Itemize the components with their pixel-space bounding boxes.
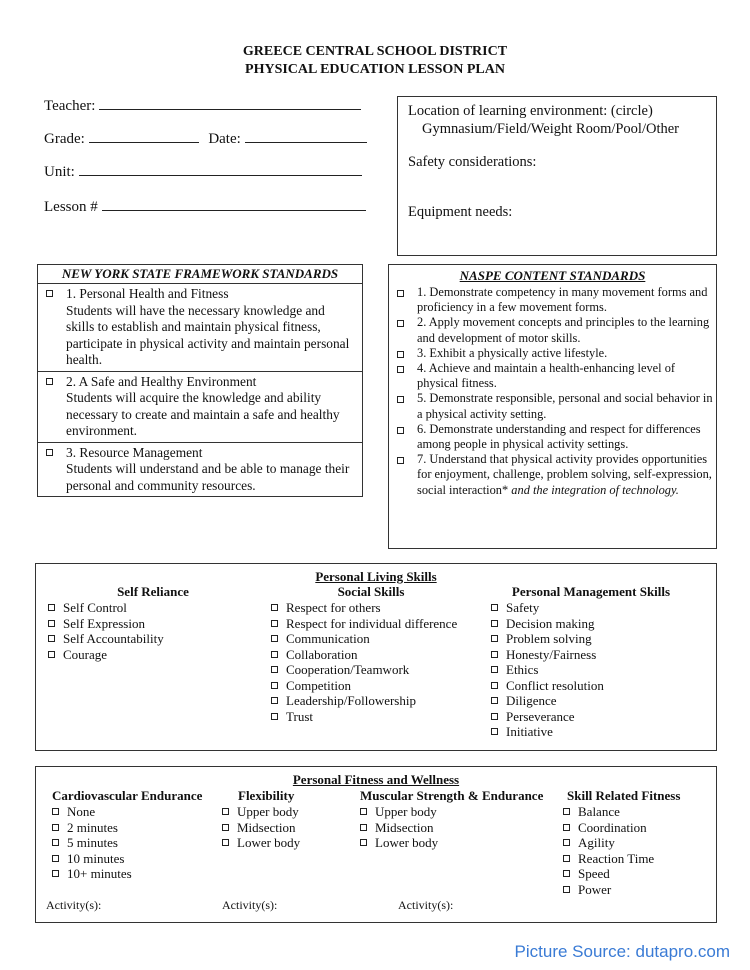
- muscular-column: [360, 788, 560, 851]
- checkbox[interactable]: [52, 839, 59, 846]
- checkbox[interactable]: [397, 351, 404, 358]
- list-item: Decision making: [491, 616, 711, 632]
- location-options[interactable]: Gymnasium/Field/Weight Room/Pool/Other: [422, 121, 680, 137]
- self-reliance-heading: Self Reliance: [117, 584, 189, 599]
- checkbox[interactable]: [563, 855, 570, 862]
- teacher-label: Teacher:: [44, 98, 96, 114]
- naspe-item-text: 6. Demonstrate understanding and respect for differences among people in physical activity settings.: [417, 421, 701, 452]
- activity-label-1: Activity(s):: [46, 898, 102, 912]
- list-item: Safety: [491, 600, 711, 616]
- checkbox[interactable]: [271, 666, 278, 673]
- checkbox[interactable]: [491, 635, 498, 642]
- checkbox[interactable]: [491, 620, 498, 627]
- naspe-item-3: [389, 346, 716, 361]
- checkbox[interactable]: [52, 824, 59, 831]
- equipment-label: Equipment needs:: [408, 204, 513, 220]
- checkbox[interactable]: [491, 651, 498, 658]
- grade-field[interactable]: [44, 128, 367, 148]
- list-item: Competition: [271, 678, 491, 694]
- ny-standard-3: [38, 442, 362, 497]
- checkbox[interactable]: [46, 449, 53, 456]
- teacher-field[interactable]: [44, 95, 361, 115]
- checkbox[interactable]: [397, 427, 404, 434]
- lesson-label: Lesson #: [44, 199, 98, 215]
- checkbox[interactable]: [222, 808, 229, 815]
- ny-standard-heading: 2. A Safe and Healthy Environment: [66, 373, 257, 389]
- checkbox[interactable]: [563, 808, 570, 815]
- checkbox[interactable]: [397, 290, 404, 297]
- checkbox[interactable]: [360, 839, 367, 846]
- ny-standard-2: [38, 371, 362, 442]
- naspe-item-4: [389, 361, 716, 391]
- list-item: Upper body: [360, 804, 560, 820]
- list-item: Upper body: [222, 804, 352, 820]
- date-label: Date:: [208, 131, 241, 147]
- checkbox[interactable]: [491, 697, 498, 704]
- checkbox[interactable]: [397, 366, 404, 373]
- list-item: Midsection: [360, 820, 560, 836]
- grade-line[interactable]: [89, 128, 199, 143]
- naspe-item-text: 5. Demonstrate responsible, personal and social behavior in a physical activity setting.: [417, 391, 713, 421]
- list-item: Speed: [563, 866, 713, 882]
- muscular-heading: Muscular Strength & Endurance: [360, 788, 544, 803]
- list-item: Balance: [563, 804, 713, 820]
- checkbox[interactable]: [222, 824, 229, 831]
- location-box: [397, 96, 717, 256]
- list-item: Initiative: [491, 724, 711, 740]
- list-item: Cooperation/Teamwork: [271, 662, 491, 678]
- list-item: Self Control: [48, 600, 258, 616]
- list-item: Honesty/Fairness: [491, 647, 711, 663]
- checkbox[interactable]: [271, 635, 278, 642]
- naspe-item-6: [389, 422, 716, 452]
- list-item: 10+ minutes: [52, 866, 232, 882]
- skill-heading: Skill Related Fitness: [567, 788, 681, 803]
- checkbox[interactable]: [271, 713, 278, 720]
- checkbox[interactable]: [271, 620, 278, 627]
- checkbox[interactable]: [397, 396, 404, 403]
- list-item: None: [52, 804, 232, 820]
- checkbox[interactable]: [271, 651, 278, 658]
- ny-standard-text: Students will understand and be able to manage their personal and community resources.: [66, 461, 350, 493]
- list-item: 2 minutes: [52, 820, 232, 836]
- unit-line[interactable]: [79, 161, 362, 176]
- list-item: Self Expression: [48, 616, 258, 632]
- cardio-column: [52, 788, 232, 882]
- list-item: Courage: [48, 647, 258, 663]
- naspe-box: [388, 264, 717, 549]
- naspe-item-italic: and the integration of technology.: [511, 482, 679, 497]
- list-item: Respect for individual difference: [271, 616, 491, 632]
- social-skills-column: [271, 584, 491, 724]
- unit-field[interactable]: [44, 161, 362, 181]
- naspe-item-1: [389, 285, 716, 315]
- naspe-item-text: 7. Understand that physical activity provides opportunities for enjoyment, challenge, problem solving, self-expression, social interaction*: [417, 452, 712, 497]
- list-item: 5 minutes: [52, 835, 232, 851]
- ny-standard-heading: 1. Personal Health and Fitness: [66, 286, 229, 301]
- flexibility-heading: Flexibility: [238, 788, 295, 803]
- list-item: Diligence: [491, 693, 711, 709]
- checkbox[interactable]: [563, 886, 570, 893]
- checkbox[interactable]: [271, 604, 278, 611]
- fitness-title: Personal Fitness and Wellness: [292, 772, 460, 787]
- cardio-heading: Cardiovascular Endurance: [52, 788, 203, 803]
- list-item: Coordination: [563, 820, 713, 836]
- checkbox[interactable]: [52, 870, 59, 877]
- list-item: Leadership/Followership: [271, 693, 491, 709]
- checkbox[interactable]: [360, 824, 367, 831]
- list-item: Perseverance: [491, 709, 711, 725]
- checkbox[interactable]: [46, 290, 53, 297]
- ny-standard-text: Students will have the necessary knowledge and skills to establish and maintain physical fitness, participate in physical activity and maintain personal health.: [66, 302, 350, 367]
- naspe-item-text: 4. Achieve and maintain a health-enhancing level of physical fitness.: [417, 361, 676, 391]
- social-skills-heading: Social Skills: [337, 584, 405, 599]
- list-item: Communication: [271, 631, 491, 647]
- naspe-title: NASPE CONTENT STANDARDS: [459, 268, 646, 283]
- ny-standards-title: NEW YORK STATE FRAMEWORK STANDARDS: [61, 266, 339, 281]
- fitness-box: [35, 766, 717, 923]
- skill-column: [563, 788, 713, 897]
- flexibility-column: [222, 788, 352, 851]
- checkbox[interactable]: [271, 682, 278, 689]
- checkbox[interactable]: [52, 808, 59, 815]
- list-item: Power: [563, 882, 713, 898]
- naspe-item-2: [389, 315, 716, 345]
- teacher-line[interactable]: [99, 95, 361, 110]
- date-line[interactable]: [245, 128, 367, 143]
- ny-standard-1: [38, 283, 362, 371]
- list-item: Collaboration: [271, 647, 491, 663]
- location-label: Location of learning environment: (circle): [408, 103, 653, 119]
- grade-label: Grade:: [44, 131, 85, 147]
- naspe-item-text: 3. Exhibit a physically active lifestyle.: [417, 345, 608, 360]
- checkbox[interactable]: [48, 635, 55, 642]
- unit-label: Unit:: [44, 164, 75, 180]
- activity-label-3: Activity(s):: [398, 898, 454, 912]
- checkbox[interactable]: [397, 457, 404, 464]
- checkbox[interactable]: [563, 870, 570, 877]
- checkbox[interactable]: [46, 378, 53, 385]
- district-title: GREECE CENTRAL SCHOOL DISTRICT: [242, 44, 508, 59]
- checkbox[interactable]: [397, 320, 404, 327]
- naspe-item-text: 1. Demonstrate competency in many movement forms and proficiency in a few movement forms.: [417, 285, 708, 315]
- list-item: Reaction Time: [563, 851, 713, 867]
- list-item: Conflict resolution: [491, 678, 711, 694]
- ny-standard-heading: 3. Resource Management: [66, 444, 203, 460]
- management-skills-heading: Personal Management Skills: [511, 584, 671, 599]
- list-item: Respect for others: [271, 600, 491, 616]
- checkbox[interactable]: [360, 808, 367, 815]
- checkbox[interactable]: [48, 620, 55, 627]
- list-item: Trust: [271, 709, 491, 725]
- naspe-item-5: [389, 391, 716, 421]
- checkbox[interactable]: [48, 651, 55, 658]
- list-item: Lower body: [222, 835, 352, 851]
- list-item: Lower body: [360, 835, 560, 851]
- lesson-line[interactable]: [102, 196, 366, 211]
- picture-source: Picture Source: dutapro.com: [514, 942, 730, 961]
- checkbox[interactable]: [563, 824, 570, 831]
- checkbox[interactable]: [48, 604, 55, 611]
- checkbox[interactable]: [491, 682, 498, 689]
- checkbox[interactable]: [491, 604, 498, 611]
- checkbox[interactable]: [271, 697, 278, 704]
- list-item: Agility: [563, 835, 713, 851]
- safety-label: Safety considerations:: [408, 154, 537, 170]
- list-item: Problem solving: [491, 631, 711, 647]
- checkbox[interactable]: [491, 728, 498, 735]
- doc-title: PHYSICAL EDUCATION LESSON PLAN: [245, 62, 505, 77]
- naspe-item-7: [389, 452, 716, 498]
- living-skills-title: Personal Living Skills: [315, 569, 437, 584]
- ny-standards-box: [37, 264, 363, 497]
- ny-standard-text: Students will acquire the knowledge and ability necessary to create and maintain a safe and healthy environment.: [66, 390, 340, 438]
- list-item: 10 minutes: [52, 851, 232, 867]
- checkbox[interactable]: [52, 855, 59, 862]
- naspe-item-text: 2. Apply movement concepts and principles to the learning and development of motor skills.: [417, 315, 710, 345]
- management-skills-column: [491, 584, 711, 740]
- checkbox[interactable]: [491, 666, 498, 673]
- list-item: Midsection: [222, 820, 352, 836]
- self-reliance-column: [48, 584, 258, 662]
- lesson-field[interactable]: [44, 196, 366, 216]
- checkbox[interactable]: [222, 839, 229, 846]
- living-skills-box: [35, 563, 717, 751]
- activity-label-2: Activity(s):: [222, 898, 278, 912]
- list-item: Self Accountability: [48, 631, 258, 647]
- checkbox[interactable]: [491, 713, 498, 720]
- list-item: Ethics: [491, 662, 711, 678]
- checkbox[interactable]: [563, 839, 570, 846]
